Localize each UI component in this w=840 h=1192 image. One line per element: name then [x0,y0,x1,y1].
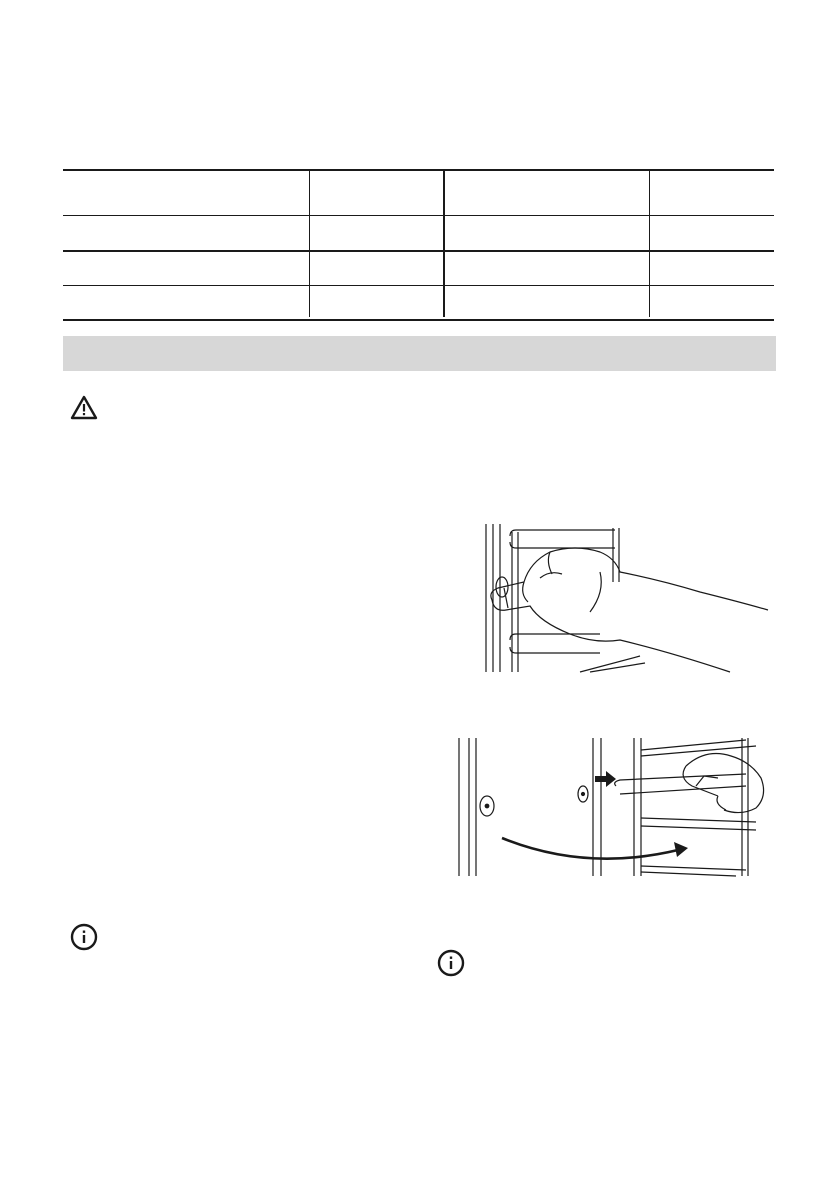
table-cell [309,252,444,285]
table-cell [444,286,649,317]
table-cell [444,216,649,250]
table-cell [444,252,649,285]
table-row [63,286,774,317]
table-cell [649,286,774,317]
table-cell [649,252,774,285]
table-cell [63,286,309,317]
table-row [63,252,774,286]
column-divider [443,171,445,317]
info-circle-icon [437,949,465,977]
shelf-support-rotation-illustration [456,738,772,878]
table-cell [649,216,774,250]
table-cell [63,252,309,285]
table-cell [309,171,444,215]
warning-triangle-icon [70,395,98,420]
column-divider [309,171,310,317]
table-row [63,216,774,252]
table-cell [63,171,309,215]
table-cell [309,216,444,250]
section-heading-bar [63,336,776,371]
table-cell [444,171,649,215]
table-cell [649,171,774,215]
shelf-support-removal-illustration [480,522,772,674]
table-cell [63,216,309,250]
data-table [63,169,774,321]
column-divider [649,171,650,317]
info-circle-icon [70,923,98,951]
table-header-row [63,171,774,216]
table-cell [309,286,444,317]
